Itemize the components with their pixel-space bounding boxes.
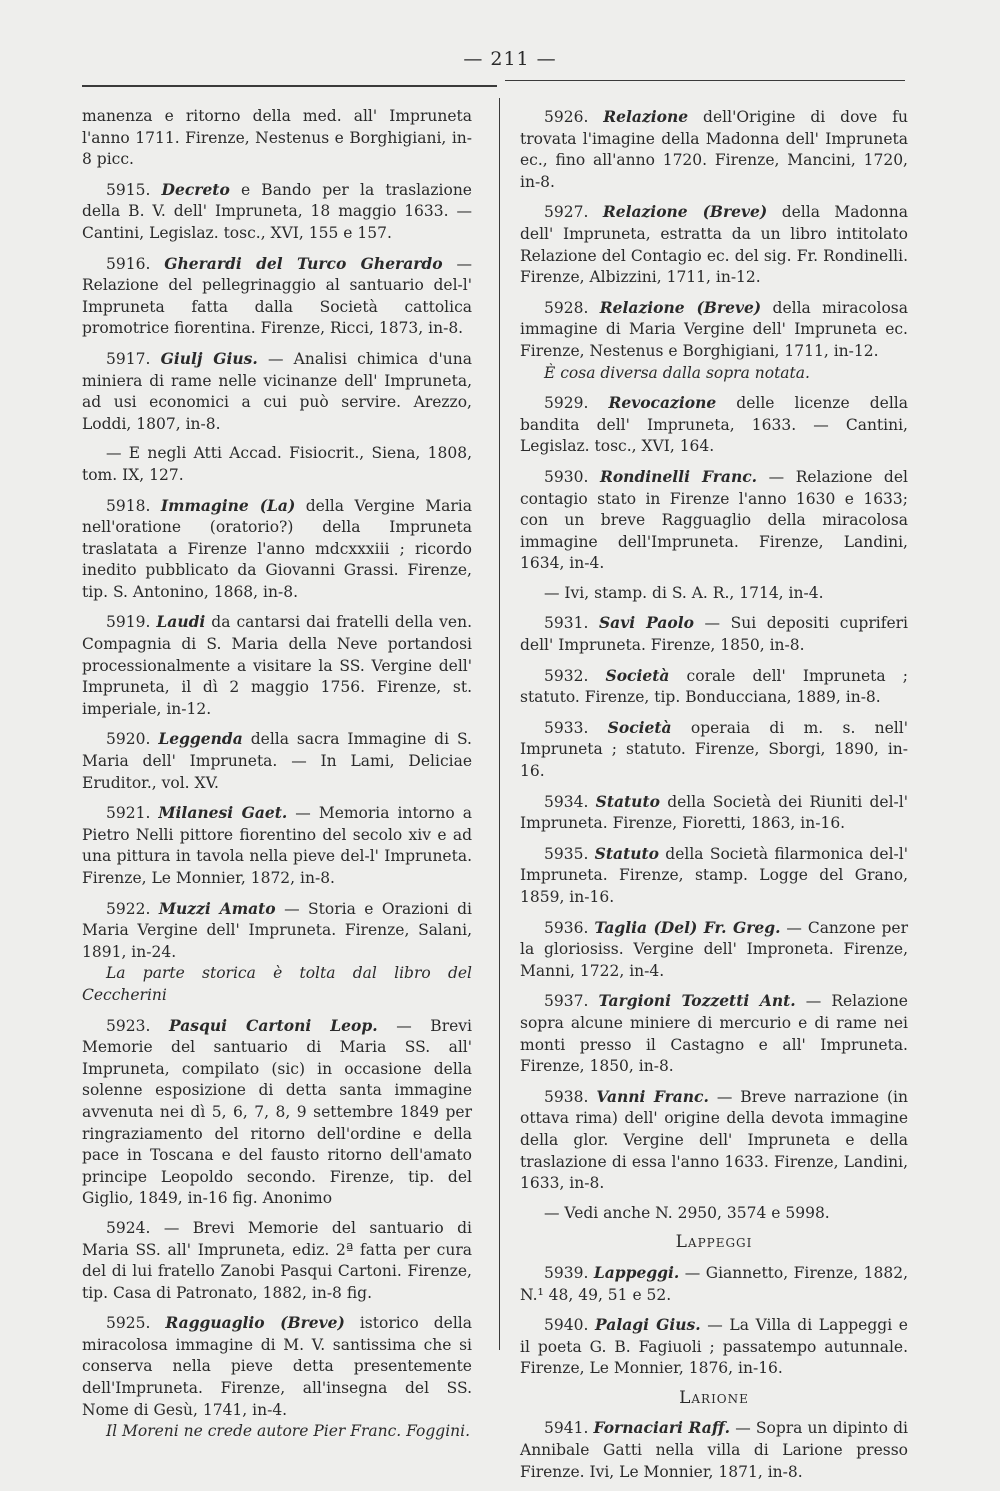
entry-headword: Leggenda [158,729,243,749]
bibliography-entry [520,1203,908,1225]
entry-body: — Giannetto, Firenze, 1882, N.¹ 48, 49, 51 e 52. [520,1263,908,1304]
entry-headword: Muzzi Amato [158,898,276,918]
entry-number: 5921. [106,804,151,823]
entry-body: — Sui depositi cupriferi dell' Impruneta. Firenze, 1850, in-8. [520,614,908,655]
header-rule-right [505,80,905,81]
entry-body: — Relazione del pellegrinaggio al santuario del-l' Impruneta fatta dalla Società cattolica promotrice fiorentina. Firenze, Ricci, 1873, in-8. [82,254,472,338]
entry-text: — Ivi, stamp. di S. A. R., 1714, in-4. [544,583,824,602]
bibliography-entry [520,466,908,575]
entry-body: della Società filarmonica del-l' Impruneta. Firenze, stamp. Logge del Grano, 1859, in-16. [520,844,908,906]
bibliography-entry [520,990,908,1077]
entry-body: — La Villa di Lappeggi e il poeta G. B. Fagiuoli ; passatempo autunnale. Firenze, Le Monnier, 1876, in-16. [520,1316,908,1378]
entry-body: — Canzone per la gloriosiss. Vergine dell' Improneta. Firenze, Manni, 1722, in-4. [520,918,908,980]
entry-body: da cantarsi dai fratelli della ven. Compagnia di S. Maria della Neve portandosi processionalmente a visitare la SS. Vergine dell' Impruneta, il dì 2 maggio 1756. Firenze, st. imperiale, in-12. [82,613,472,718]
entry-headword: Vanni Franc. [596,1086,709,1106]
entry-number: 5941. [544,1419,589,1438]
entry-number: 5931. [544,614,589,633]
entry-headword: Rondinelli Franc. [599,466,758,486]
entry-headword: Taglia (Del) Fr. Greg. [594,917,781,937]
entry-headword: Giulj Gius. [160,348,258,368]
bibliography-entry [520,1314,908,1380]
column-divider [499,98,500,1350]
entry-headword: Savi Paolo [598,613,694,633]
entry-headword: Relazione [603,107,689,126]
right-column [520,106,908,1491]
bibliography-entry [82,802,472,889]
entry-body: — Relazione del contagio stato in Firenze l'anno 1630 e 1633; con un breve Ragguaglio della miracolosa immagine dell'Impruneta. Firenze, Landini, 1634, in-4. [520,467,908,573]
entry-text: manenza e ritorno della med. all' Impruneta l'anno 1711. Firenze, Nestenus e Borghigiani, in-8 picc. [82,107,472,169]
bibliography-entry [520,201,908,288]
entry-headword: Laudi [156,612,206,632]
entry-number: 5936. [544,918,589,937]
entry-headword: Palagi Gius. [595,1315,701,1335]
entry-note: Il Moreni ne crede autore Pier Franc. Foggini. [106,1422,471,1441]
bibliography-entry [520,392,908,458]
bibliography-entry [82,728,472,794]
entry-number: 5932. [544,666,589,685]
entry-headword: Statuto [594,843,659,863]
entry-text: — E negli Atti Accad. Fisiocrit., Siena, 1808, tom. IX, 127. [82,444,472,484]
entry-note: È cosa diversa dalla sopra notata. [544,363,810,382]
entry-headword: Decreto [161,179,230,199]
bibliography-entry [82,611,472,720]
entry-body: — Analisi chimica d'una miniera di rame nelle vicinanze dell' Impruneta, ad usi economici a cui può servire. Arezzo, Loddi, 1807, in-8. [82,349,472,433]
entry-headword: Relazione (Breve) [602,202,768,222]
entry-body: della Vergine Maria nell'oratione (oratorio?) della Impruneta traslatata a Firenze l'anno mdcxxxiii ; ricordo inedito pubblicato da Giovanni Grassi. Firenze, tip. S. Antonino, 1868, in-8. [82,496,472,601]
entry-number: 5917. [106,349,151,368]
entry-body: — Sopra un dipinto di Annibale Gatti nella villa di Larione presso Firenze. Ivi, Le Monnier, 1871, in-8. [520,1419,908,1481]
entry-number: 5919. [106,613,151,632]
entry-body: corale dell' Impruneta ; statuto. Firenze, tip. Bonducciana, 1889, in-8. [520,666,908,707]
bibliography-entry [520,612,908,656]
entry-body: operaia di m. s. nell' Impruneta ; statuto. Firenze, Sborgi, 1890, in-16. [520,718,908,781]
bibliography-entry [520,1417,908,1483]
entry-body: — Brevi Memorie del santuario di Maria SS. all' Impruneta, ediz. 2ª fatta per cura del di lui fratello Zanobi Pasqui Cartoni. Firenze, tip. Casa di Patronato, 1882, in-8 fig. [82,1218,472,1302]
entry-number: 5923. [106,1016,151,1035]
entry-note: La parte storica è tolta dal libro del Ceccherini [82,964,472,1004]
header-rule-left [82,85,497,87]
entry-headword: Revocazione [608,393,717,413]
bibliography-entry [520,1262,908,1306]
entry-number: 5918. [106,496,151,515]
entry-number: 5924. [106,1218,151,1237]
bibliography-entry [82,348,472,435]
bibliography-entry [82,495,472,604]
entry-number: 5933. [544,718,589,737]
section-heading: Lappeggi [675,1232,753,1253]
entry-body: — Storia e Orazioni di Maria Vergine dell' Impruneta. Firenze, Salani, 1891, in-24. [82,899,472,961]
entry-headword: Fornaciari Raff. [593,1418,731,1438]
entry-body: — Memoria intorno a Pietro Nelli pittore fiorentino del secolo xiv e ad una pittura in tavola nella pieve del-l' Impruneta. Firenze, Le Monnier, 1872, in-8. [82,804,472,887]
page-number: — 211 — [463,48,557,70]
entry-headword: Immagine (La) [160,495,296,515]
entry-number: 5926. [544,108,589,126]
bibliography-entry [520,665,908,709]
bibliography-entry [82,1312,472,1421]
bibliography-entry [520,717,908,783]
entry-headword: Ragguaglio (Breve) [165,1313,345,1333]
bibliography-entry [520,583,908,605]
entry-number: 5939. [544,1263,589,1282]
bibliography-entry [520,1086,908,1195]
entry-number: 5928. [544,298,589,317]
entry-body: della Madonna dell' Impruneta, estratta da un libro intitolato Relazione del Contagio ec. del sig. Fr. Rondinelli. Firenze, Albizzini, 1711, in-12. [520,203,908,287]
left-column [82,106,472,1451]
entry-number: 5934. [544,792,589,811]
entry-number: 5922. [106,899,151,918]
entry-body: dell'Origine di dove fu trovata l'imagine della Madonna dell' Impruneta ec., fino all'anno 1720. Firenze, Mancini, 1720, in-8. [520,108,908,191]
entry-headword: Pasqui Cartoni Leop. [168,1015,378,1035]
entry-number: 5925. [106,1314,151,1333]
entry-headword: Statuto [595,791,660,811]
entry-number: 5916. [106,254,151,273]
bibliography-entry [82,1015,472,1210]
bibliography-entry [82,443,472,486]
entry-text: — Vedi anche N. 2950, 3574 e 5998. [544,1203,830,1222]
entry-number: 5940. [544,1316,589,1335]
bibliography-entry [520,106,908,193]
bibliography-entry [82,179,472,245]
bibliography-entry [520,917,908,983]
entry-body: e Bando per la traslazione della B. V. dell' Impruneta, 18 maggio 1633. — Cantini, Legislaz. tosc., XVI, 155 e 157. [82,180,472,242]
entry-body: delle licenze della bandita dell' Impruneta, 1633. — Cantini, Legislaz. tosc., XVI, 164. [520,394,908,456]
section-heading: Larione [679,1387,749,1408]
entry-number: 5920. [106,730,151,749]
entry-body: — Relazione sopra alcune miniere di mercurio e di rame nei monti presso il Castagno e all' Impruneta. Firenze, 1850, in-8. [520,992,908,1076]
entry-number: 5915. [106,180,151,199]
entry-body: — Brevi Memorie del santuario di Maria SS. all' Impruneta, compilato (sic) in occasione della solenne esposizione di detta santa immagine avvenuta nei dì 5, 6, 7, 8, 9 settembre 1849 per ringraziamento del ritorno dell'ordine e della pace in Toscana e del fausto ritorno dell'amato principe Leopoldo secondo. Firenze, tip. del Giglio, 1849, in-16 fig. Anonimo [82,1016,472,1208]
entry-headword: Targioni Tozzetti Ant. [598,991,796,1011]
entry-body: della sacra Immagine di S. Maria dell' Impruneta. — In Lami, Deliciae Eruditor., vol. XV. [82,730,472,792]
entry-headword: Relazione (Breve) [599,297,762,317]
entry-headword: Società [607,717,672,737]
entry-headword: Lappeggi. [593,1262,680,1282]
entry-headword: Milanesi Gaet. [158,803,288,823]
entry-number: 5930. [544,467,589,486]
entry-body: della Società dei Riuniti del-l' Impruneta. Firenze, Fioretti, 1863, in-16. [520,792,908,833]
bibliography-entry [520,297,908,363]
entry-body: — Breve narrazione (in ottava rima) dell' origine della devota immagine della glor. Vergine dell' Impruneta e della traslazione di essa l'anno 1633. Firenze, Landini, 1633, in-8. [520,1087,908,1193]
entry-body: istorico della miracolosa immagine di M. V. santissima che si conserva nella pieve detta presentemente dell'Impruneta. Firenze, all'insegna del SS. Nome di Gesù, 1741, in-4. [82,1314,472,1419]
bibliography-entry [82,1218,472,1304]
entry-number: 5937. [544,992,589,1011]
entry-number: 5927. [544,203,589,222]
entry-number: 5929. [544,394,589,413]
bibliography-entry [82,253,472,340]
entry-number: 5935. [544,844,589,863]
bibliography-entry [520,843,908,909]
bibliography-entry [520,791,908,835]
entry-body: della miracolosa immagine di Maria Vergine dell' Impruneta ec. Firenze, Nestenus e Borghigiani, 1711, in-12. [520,298,908,360]
entry-headword: Società [605,665,670,685]
bibliography-entry [82,106,472,171]
entry-headword: Gherardi del Turco Gherardo [164,253,443,273]
bibliography-entry [82,898,472,964]
entry-number: 5938. [544,1087,589,1106]
